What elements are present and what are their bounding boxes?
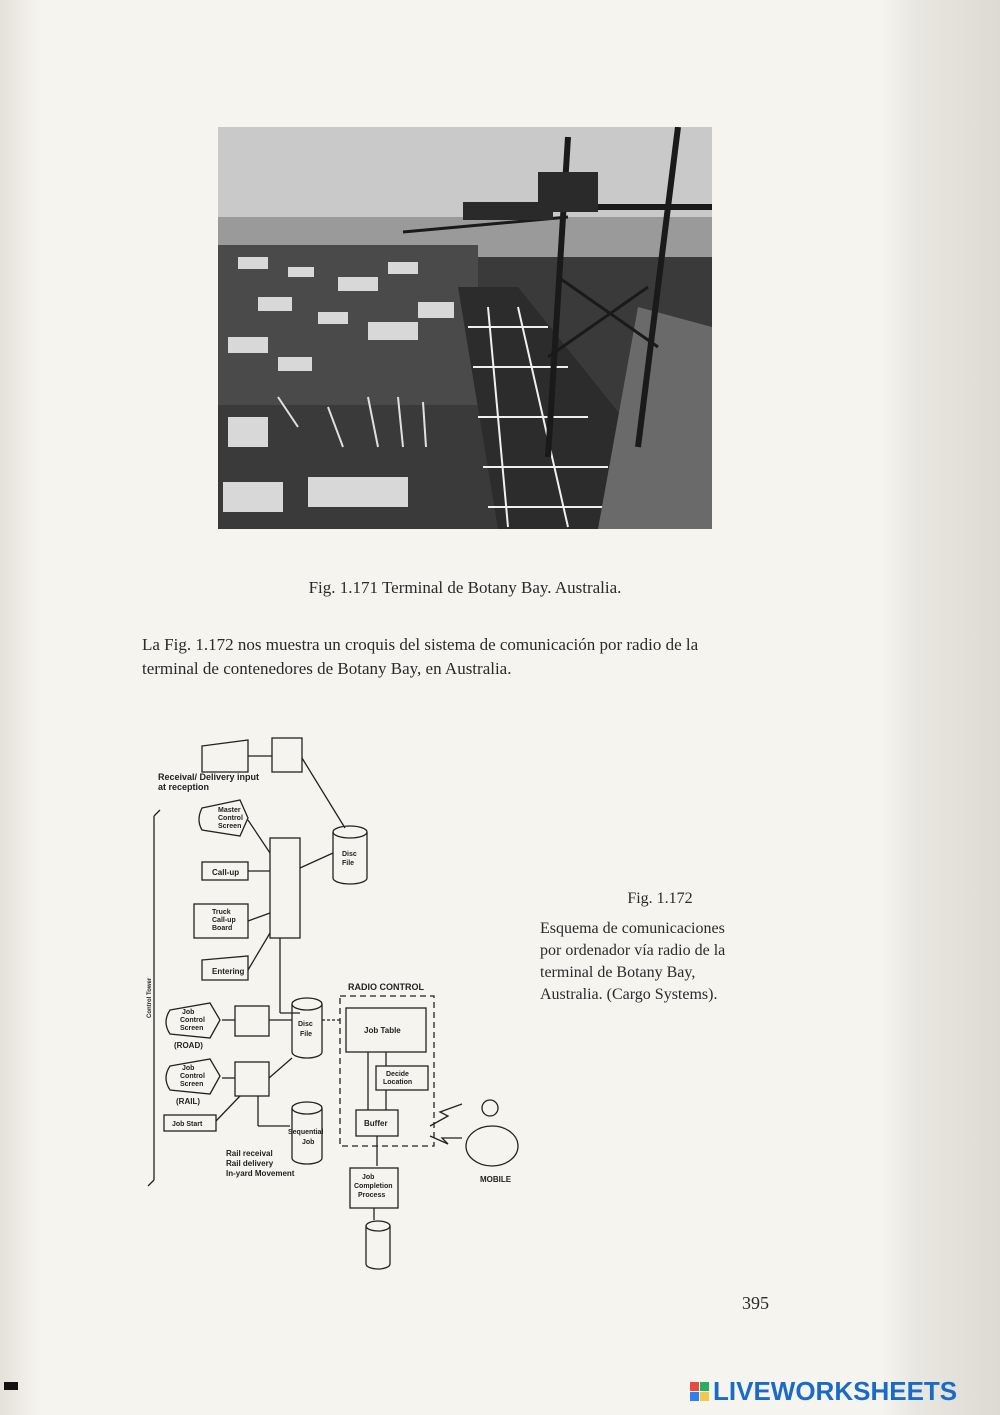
- liveworksheets-watermark: [690, 1376, 957, 1407]
- job-rail-label-3: Screen: [180, 1081, 204, 1088]
- job-table-label: Job Table: [364, 1026, 401, 1035]
- rail-line-3: In-yard Movement: [226, 1169, 295, 1178]
- reception-computer-box: [272, 738, 302, 772]
- entering-label: Entering: [212, 967, 245, 976]
- terminal-photo-illustration: [218, 127, 712, 529]
- liveworksheets-text: LIVEWORKSHEETS: [713, 1376, 958, 1406]
- radio-control-label: RADIO CONTROL: [348, 982, 424, 992]
- job-road-label-3: Screen: [180, 1025, 204, 1032]
- rail-line-2: Rail delivery: [226, 1159, 274, 1168]
- figure-1-172-caption-line-4: Australia. (Cargo Systems).: [540, 986, 718, 1003]
- body-paragraph-line-2: terminal de contenedores de Botany Bay, en Australia.: [142, 659, 512, 678]
- mobile-head-shape: [482, 1100, 498, 1116]
- road-label: (ROAD): [174, 1041, 203, 1050]
- liveworksheets-logo-icon: [690, 1382, 709, 1401]
- truck-label-2: Call-up: [212, 917, 236, 924]
- body-paragraph-line-1: La Fig. 1.172 nos muestra un croquis del sistema de comunicación por radio de la: [142, 635, 699, 654]
- truck-label-3: Board: [212, 925, 233, 932]
- road-computer-box: [235, 1006, 269, 1036]
- figure-1-171-caption: Fig. 1.171 Terminal de Botany Bay. Australia.: [308, 578, 622, 597]
- figure-1-172-caption-line-3: terminal de Botany Bay,: [540, 964, 696, 981]
- control-tower-label: Control Tower: [147, 977, 153, 1018]
- call-up-label: Call-up: [212, 868, 240, 877]
- sequential-label-2: Job: [302, 1139, 315, 1146]
- figure-1-172-caption: [540, 918, 780, 1006]
- central-computer-box: [270, 838, 300, 938]
- reception-terminal-shape: [202, 740, 248, 772]
- scan-corner-mark: [4, 1382, 18, 1390]
- mobile-label: MOBILE: [480, 1175, 512, 1184]
- terminal-photo: [218, 127, 712, 529]
- master-label-1: Master: [218, 807, 241, 814]
- decide-location-box: [376, 1066, 428, 1090]
- job-rail-label-2: Control: [180, 1073, 205, 1080]
- master-label-2: Control: [218, 815, 243, 822]
- figure-1-172-caption-line-2: por ordenador vía radio de la: [540, 942, 726, 959]
- figure-1-172-caption-line-1: Esquema de comunicaciones: [540, 920, 725, 937]
- figure-1-172-title: Fig. 1.172: [627, 890, 693, 907]
- receival-label: Receival/ Delivery input: [158, 772, 260, 782]
- disc-mid-label-2: File: [300, 1031, 313, 1038]
- completion-label-2: Completion: [354, 1183, 393, 1190]
- rail-label: (RAIL): [176, 1097, 200, 1106]
- rail-line-1: Rail receival: [226, 1149, 273, 1158]
- rail-computer-box: [235, 1062, 269, 1096]
- disc-file-top-shape: [333, 832, 367, 884]
- decide-label-2: Location: [383, 1079, 413, 1086]
- buffer-label: Buffer: [364, 1119, 388, 1128]
- sequential-job-shape: [292, 1108, 322, 1164]
- job-start-label: Job Start: [172, 1121, 203, 1128]
- diagram-svg: [140, 728, 540, 1288]
- body-paragraph: [142, 633, 782, 681]
- job-road-label-2: Control: [180, 1017, 205, 1024]
- page-number: 395: [742, 1293, 769, 1313]
- at-reception-label: at reception: [158, 782, 210, 792]
- mobile-body-shape: [466, 1126, 518, 1166]
- job-rail-label-1: Job: [182, 1065, 195, 1072]
- completion-label-1: Job: [362, 1174, 375, 1181]
- communication-diagram: [140, 728, 540, 1288]
- truck-label-1: Truck: [212, 909, 231, 916]
- disc-mid-label-1: Disc: [298, 1021, 313, 1028]
- disc-top-label-1: Disc: [342, 851, 357, 858]
- completion-label-3: Process: [358, 1192, 386, 1199]
- disc-top-label-2: File: [342, 860, 355, 867]
- job-road-label-1: Job: [182, 1009, 195, 1016]
- decide-label-1: Decide: [386, 1071, 409, 1078]
- master-label-3: Screen: [218, 823, 242, 830]
- completion-disc-shape: [366, 1226, 390, 1269]
- sequential-label-1: Sequential: [288, 1129, 324, 1136]
